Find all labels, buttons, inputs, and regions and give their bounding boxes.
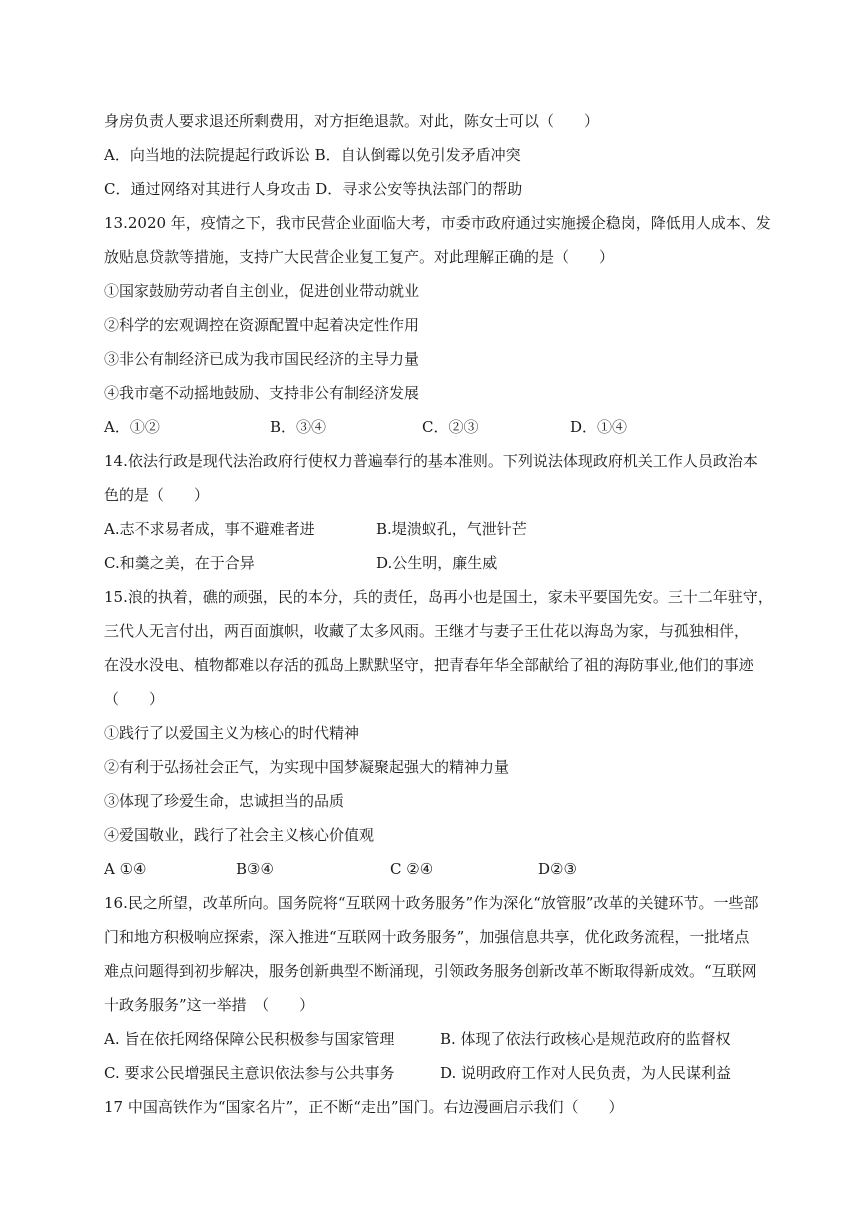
q15-options bbox=[104, 852, 764, 886]
q14-option-a: A.志不求易者成，事不避难者进 bbox=[104, 520, 315, 538]
q13-item: ②科学的宏观调控在资源配置中起着决定性作用 bbox=[104, 316, 420, 334]
q15-option-a: A ①④ bbox=[104, 860, 147, 878]
q14-options-ab bbox=[104, 512, 764, 546]
q13-options bbox=[104, 410, 764, 444]
q15-option-c: C ②④ bbox=[390, 860, 434, 878]
q13-item: ③非公有制经济已成为我市国民经济的主导力量 bbox=[104, 350, 420, 368]
q15-item: ④爱国敬业，践行了社会主义核心价值观 bbox=[104, 826, 375, 844]
q17-stem-line: 17 中国高铁作为“国家名片”，正不断“走出”国门。右边漫画启示我们（ ） bbox=[104, 1098, 624, 1116]
q16-stem-line: 16.民之所望，改革所向。国务院将“互联网十政务服务”作为深化“放管服”改革的关键环节。一些部 bbox=[104, 894, 759, 912]
q15-stem-line: 15.浪的执着，礁的顽强，民的本分，兵的责任，岛再小也是国土，家未平要国先安。三十二年驻守， bbox=[104, 588, 773, 606]
q13-option-c: C．②③ bbox=[422, 418, 479, 436]
q15-item: ③体现了珍爱生命，忠诚担当的品质 bbox=[104, 792, 345, 810]
q16-option-b: B. 体现了依法行政核心是规范政府的监督权 bbox=[440, 1030, 731, 1048]
q13-option-a: A．①② bbox=[104, 418, 160, 436]
q13-option-b: B．③④ bbox=[270, 418, 327, 436]
q12-options-ab: A．向当地的法院提起行政诉讼 B．自认倒霉以免引发矛盾冲突 bbox=[104, 146, 521, 164]
q16-option-d: D. 说明政府工作对人民负责，为人民谋利益 bbox=[440, 1064, 732, 1082]
q16-options-ab bbox=[104, 1022, 764, 1056]
q13-item: ①国家鼓励劳动者自主创业，促进创业带动就业 bbox=[104, 282, 420, 300]
q16-stem-line: 难点问题得到初步解决，服务创新典型不断涌现，引领政务服务创新改革不断取得新成效。“互联网 bbox=[104, 962, 757, 980]
exam-page bbox=[104, 104, 773, 1124]
q15-item: ②有利于弘扬社会正气，为实现中国梦凝聚起强大的精神力量 bbox=[104, 758, 510, 776]
q15-stem-line: 在没水没电、植物都难以存活的孤岛上默默坚守，把青春年华全部献给了祖的海防事业,他们的事迹 bbox=[104, 656, 754, 674]
q13-stem-line: 放贴息贷款等措施，支持广大民营企业复工复产。对此理解正确的是（ ） bbox=[104, 248, 615, 266]
q16-stem-line: 十政务服务”这一举措 （ ） bbox=[104, 996, 315, 1014]
q14-option-d: D.公生明，廉生威 bbox=[376, 554, 498, 572]
q15-option-d: D②③ bbox=[538, 860, 577, 878]
q14-stem-line: 色的是（ ） bbox=[104, 486, 210, 504]
q13-option-d: D．①④ bbox=[570, 418, 628, 436]
q15-item: ①践行了以爱国主义为核心的时代精神 bbox=[104, 724, 360, 742]
q16-stem-line: 门和地方积极响应探索，深入推进“互联网十政务服务”，加强信息共享，优化政务流程，一批堵点 bbox=[104, 928, 750, 946]
q12-options-cd: C．通过网络对其进行人身攻击 D．寻求公安等执法部门的帮助 bbox=[104, 180, 523, 198]
q15-stem-line: 三代人无言付出，两百面旗帜，收藏了太多风雨。王继才与妻子王仕花以海岛为家，与孤独相伴， bbox=[104, 622, 750, 640]
q13-stem-line: 13.2020 年，疫情之下，我市民营企业面临大考，市委市政府通过实施援企稳岗，降低用人成本、发 bbox=[104, 214, 771, 232]
q15-stem-line: （ ） bbox=[104, 690, 165, 708]
q14-option-b: B.堤溃蚁孔，气泄针芒 bbox=[376, 520, 527, 538]
q15-option-b: B③④ bbox=[236, 860, 274, 878]
q14-stem-line: 14.依法行政是现代法治政府行使权力普遍奉行的基本准则。下列说法体现政府机关工作人员政治本 bbox=[104, 452, 758, 470]
q14-options-cd bbox=[104, 546, 764, 580]
q16-option-a: A. 旨在依托网络保障公民积极参与国家管理 bbox=[104, 1030, 395, 1048]
q12-stem-end: 身房负责人要求退还所剩费用，对方拒绝退款。对此，陈女士可以（ ） bbox=[104, 112, 600, 130]
q14-option-c: C.和羹之美，在于合异 bbox=[104, 554, 255, 572]
q16-options-cd bbox=[104, 1056, 764, 1090]
q13-item: ④我市毫不动摇地鼓励、支持非公有制经济发展 bbox=[104, 384, 420, 402]
q16-option-c: C. 要求公民增强民主意识依法参与公共事务 bbox=[104, 1064, 395, 1082]
